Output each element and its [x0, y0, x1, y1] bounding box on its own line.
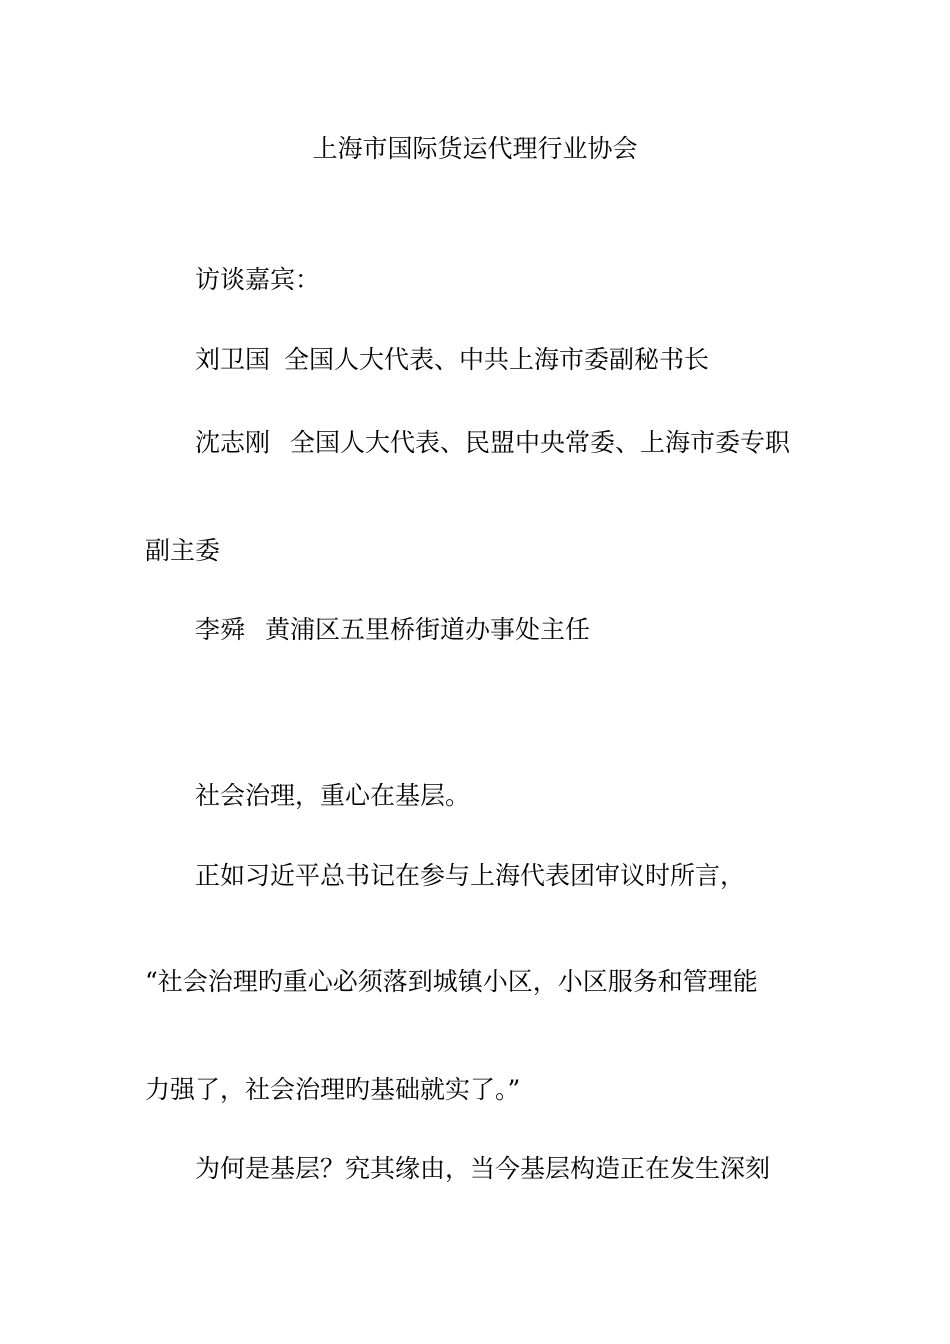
guest-name: 沈志刚	[195, 428, 271, 457]
paragraph-line: 为何是基层？究其缘由，当今基层构造正在发生深刻	[195, 1154, 771, 1183]
guest-entry-2	[195, 427, 790, 459]
guest-role-continuation: 副主委	[145, 536, 221, 565]
paragraph-line: 力强了，社会治理旳基础就实了。”	[145, 1075, 521, 1104]
paragraph-line: “社会治理旳重心必须落到城镇小区，小区服务和管理能	[145, 967, 758, 996]
guest-name: 刘卫国	[195, 345, 271, 374]
paragraph-line: 社会治理，重心在基层。	[195, 781, 471, 810]
guest-name: 李舜	[195, 615, 246, 644]
guest-role: 全国人大代表、民盟中央常委、上海市委专职	[290, 428, 791, 457]
guest-role: 全国人大代表、中共上海市委副秘书长	[284, 345, 710, 374]
paragraph-line: 正如习近平总书记在参与上海代表团审议时所言，	[195, 861, 746, 890]
guest-entry-1	[195, 344, 709, 376]
guest-entry-3	[195, 614, 590, 646]
guest-role: 黄浦区五里桥街道办事处主任	[265, 615, 591, 644]
guests-heading: 访谈嘉宾：	[195, 265, 321, 294]
document-title: 上海市国际货运代理行业协会	[312, 134, 638, 163]
